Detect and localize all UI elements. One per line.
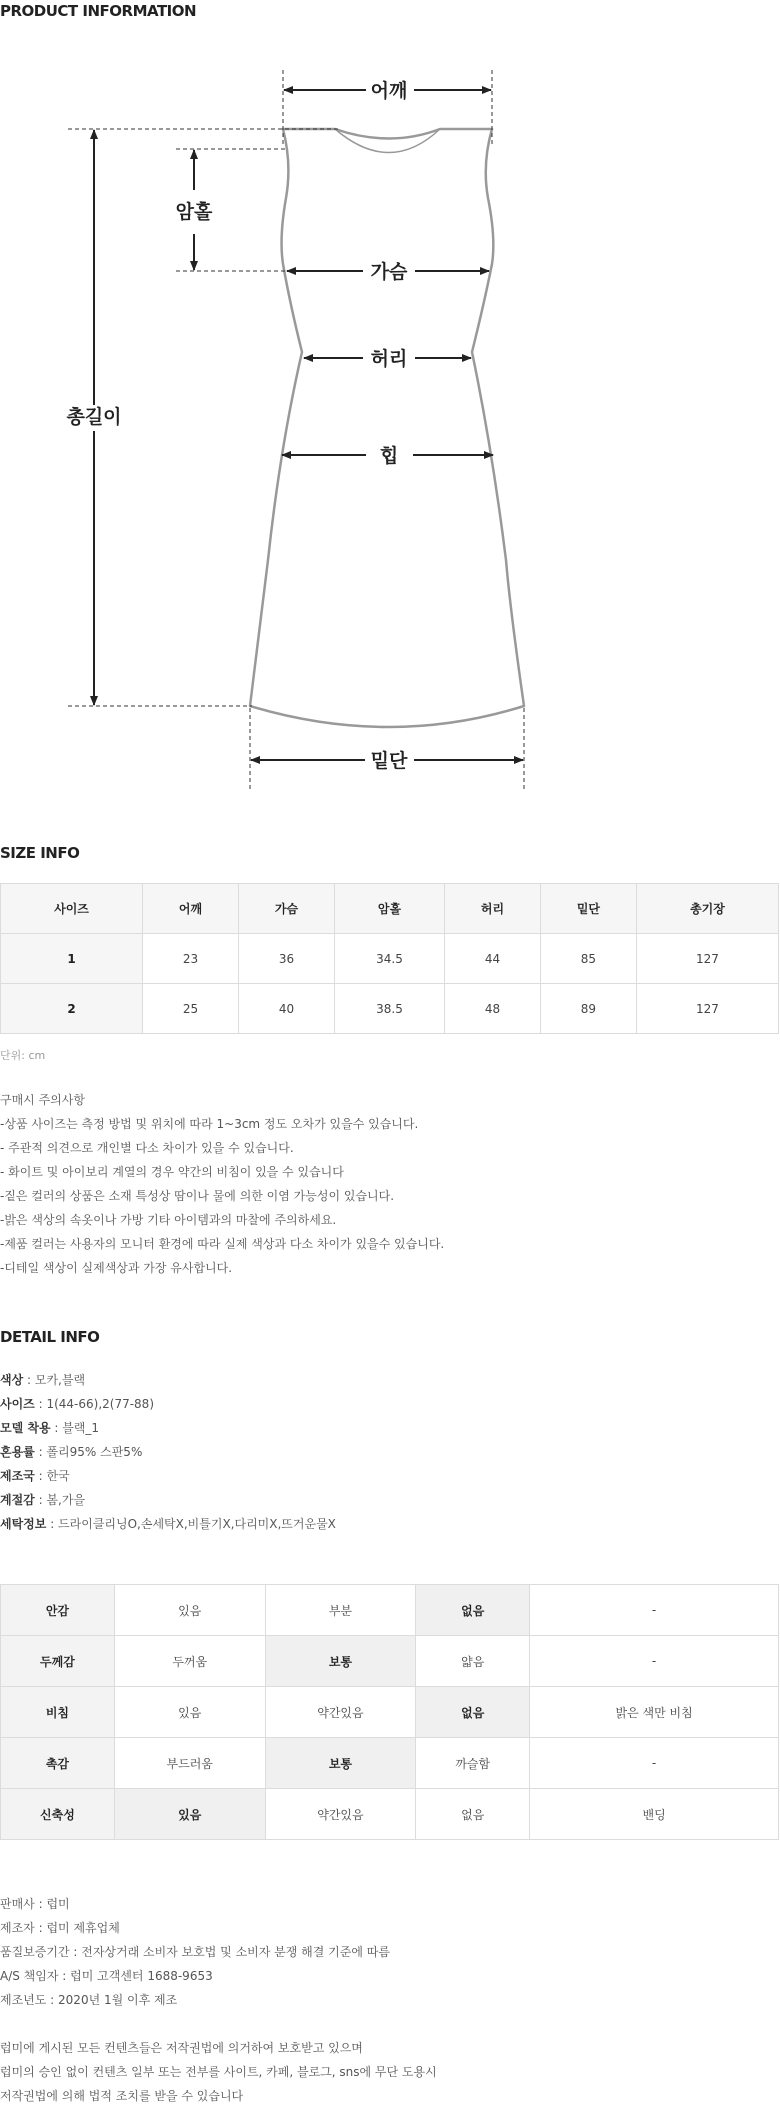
table-row xyxy=(1,1687,779,1738)
size-header-cell: 총기장 xyxy=(636,884,778,934)
feel-cell: 약간있음 xyxy=(265,1789,416,1840)
feel-cell: 두꺼움 xyxy=(114,1636,265,1687)
detail-item xyxy=(0,1416,336,1440)
table-row xyxy=(1,1738,779,1789)
feel-row-head: 안감 xyxy=(1,1585,115,1636)
size-header-cell: 사이즈 xyxy=(1,884,143,934)
chest-label: 가슴 xyxy=(370,261,408,283)
detail-list xyxy=(0,1368,336,1536)
feel-row-head: 두께감 xyxy=(1,1636,115,1687)
feel-cell: 있음 xyxy=(114,1687,265,1738)
feel-cell-selected: 없음 xyxy=(416,1585,530,1636)
detail-value: : 폴리95% 스판5% xyxy=(34,1445,143,1459)
size-header-cell: 가슴 xyxy=(238,884,334,934)
note-line: -밝은 색상의 속옷이나 가방 기타 아이템과의 마찰에 주의하세요. xyxy=(0,1213,337,1227)
unit-note: 단위: cm xyxy=(0,1049,46,1062)
note-line: - 주관적 의견으로 개인별 다소 차이가 있을 수 있습니다. xyxy=(0,1141,294,1155)
fabric-feel-table xyxy=(0,1584,779,1840)
size-cell: 1 xyxy=(1,934,143,984)
feel-cell: 부분 xyxy=(265,1585,416,1636)
size-cell: 44 xyxy=(444,934,540,984)
detail-item xyxy=(0,1464,336,1488)
detail-item xyxy=(0,1488,336,1512)
feel-cell-selected: 있음 xyxy=(114,1789,265,1840)
hem-label: 밑단 xyxy=(370,750,408,772)
table-row xyxy=(1,1636,779,1687)
detail-key: 사이즈 xyxy=(0,1397,35,1411)
detail-value: : 봄,가을 xyxy=(34,1493,86,1507)
feel-cell-selected: 보통 xyxy=(265,1738,416,1789)
table-row xyxy=(1,984,779,1034)
waist-label: 허리 xyxy=(370,348,408,370)
seller-line: 품질보증기간 : 전자상거래 소비자 보호법 및 소비자 분쟁 해결 기준에 따름 xyxy=(0,1945,390,1959)
size-table xyxy=(0,883,779,1034)
size-header-cell: 어깨 xyxy=(143,884,239,934)
feel-row-head: 비침 xyxy=(1,1687,115,1738)
note-line: -디테일 색상이 실제색상과 가장 유사합니다. xyxy=(0,1261,233,1275)
seller-line: 제조년도 : 2020년 1월 이후 제조 xyxy=(0,1993,178,2007)
size-table-header xyxy=(1,884,779,934)
feel-row-head: 촉감 xyxy=(1,1738,115,1789)
detail-value: : 블랙_1 xyxy=(50,1421,100,1435)
size-cell: 127 xyxy=(636,984,778,1034)
product-info-title: PRODUCT INFORMATION xyxy=(0,2,197,20)
feel-cell: - xyxy=(530,1636,779,1687)
seller-line: 제조자 : 럽미 제휴업체 xyxy=(0,1921,120,1935)
detail-item xyxy=(0,1368,336,1392)
size-info-title: SIZE INFO xyxy=(0,844,80,862)
seller-info xyxy=(0,1892,437,2108)
feel-cell: 부드러움 xyxy=(114,1738,265,1789)
size-cell: 2 xyxy=(1,984,143,1034)
detail-item xyxy=(0,1392,336,1416)
size-header-cell: 암홀 xyxy=(334,884,444,934)
copyright-line: 럽미의 승인 없이 컨텐츠 일부 또는 전부를 사이트, 카페, 블로그, sns에 무단 도용시 xyxy=(0,2065,437,2079)
armhole-label: 암홀 xyxy=(175,201,213,223)
size-cell: 127 xyxy=(636,934,778,984)
detail-item xyxy=(0,1440,336,1464)
feel-cell: 얇음 xyxy=(416,1636,530,1687)
size-cell: 34.5 xyxy=(334,934,444,984)
note-line: -상품 사이즈는 측정 방법 및 위치에 따라 1~3cm 정도 오차가 있을수 있습니다. xyxy=(0,1117,419,1131)
notes-heading: 구매시 주의사항 xyxy=(0,1093,85,1107)
dress-outline xyxy=(250,129,524,727)
feel-cell: 밝은 색만 비침 xyxy=(530,1687,779,1738)
dress-measurement-diagram xyxy=(0,48,780,808)
feel-cell: 밴딩 xyxy=(530,1789,779,1840)
size-cell: 36 xyxy=(238,934,334,984)
size-cell: 25 xyxy=(143,984,239,1034)
detail-value: : 모카,블랙 xyxy=(23,1373,86,1387)
size-cell: 38.5 xyxy=(334,984,444,1034)
table-row xyxy=(1,934,779,984)
feel-cell: 없음 xyxy=(416,1789,530,1840)
copyright-line: 럽미에 게시된 모든 컨텐츠들은 저작권법에 의거하여 보호받고 있으며 xyxy=(0,2041,363,2055)
seller-line: A/S 책임자 : 럽미 고객센터 1688-9653 xyxy=(0,1969,213,1983)
detail-value: : 1(44-66),2(77-88) xyxy=(34,1397,155,1411)
detail-key: 색상 xyxy=(0,1373,24,1387)
size-cell: 48 xyxy=(444,984,540,1034)
total-length-label: 총길이 xyxy=(66,406,122,428)
size-header-cell: 밑단 xyxy=(540,884,636,934)
feel-cell: 까슬함 xyxy=(416,1738,530,1789)
feel-cell: - xyxy=(530,1585,779,1636)
detail-value: : 한국 xyxy=(34,1469,70,1483)
feel-cell: 있음 xyxy=(114,1585,265,1636)
detail-info-title: DETAIL INFO xyxy=(0,1328,100,1346)
feel-cell-selected: 없음 xyxy=(416,1687,530,1738)
detail-key: 제조국 xyxy=(0,1469,35,1483)
note-line: -짙은 컬러의 상품은 소재 특성상 땀이나 물에 의한 이염 가능성이 있습니다. xyxy=(0,1189,395,1203)
size-cell: 89 xyxy=(540,984,636,1034)
table-row xyxy=(1,1789,779,1840)
note-line: -제품 컬러는 사용자의 모니터 환경에 따라 실제 색상과 다소 차이가 있을수 있습니다. xyxy=(0,1237,445,1251)
feel-cell-selected: 보통 xyxy=(265,1636,416,1687)
copyright-line: 저작권법에 의해 법적 조치를 받을 수 있습니다 xyxy=(0,2089,244,2103)
caution-notes xyxy=(0,1088,444,1280)
seller-line: 판매사 : 럽미 xyxy=(0,1897,70,1911)
feel-cell: 약간있음 xyxy=(265,1687,416,1738)
feel-cell: - xyxy=(530,1738,779,1789)
size-cell: 85 xyxy=(540,934,636,984)
table-row xyxy=(1,1585,779,1636)
detail-key: 모델 착용 xyxy=(0,1421,51,1435)
size-cell: 23 xyxy=(143,934,239,984)
detail-key: 계절감 xyxy=(0,1493,35,1507)
detail-item xyxy=(0,1512,336,1536)
detail-key: 혼용률 xyxy=(0,1445,35,1459)
feel-row-head: 신축성 xyxy=(1,1789,115,1840)
note-line: - 화이트 및 아이보리 계열의 경우 약간의 비침이 있을 수 있습니다 xyxy=(0,1165,344,1179)
detail-key: 세탁정보 xyxy=(0,1517,47,1531)
size-header-cell: 허리 xyxy=(444,884,540,934)
hip-label: 힙 xyxy=(379,445,399,467)
shoulder-label: 어깨 xyxy=(370,80,408,102)
size-cell: 40 xyxy=(238,984,334,1034)
detail-value: : 드라이클리닝O,손세탁X,비틀기X,다리미X,뜨거운물X xyxy=(46,1517,336,1531)
